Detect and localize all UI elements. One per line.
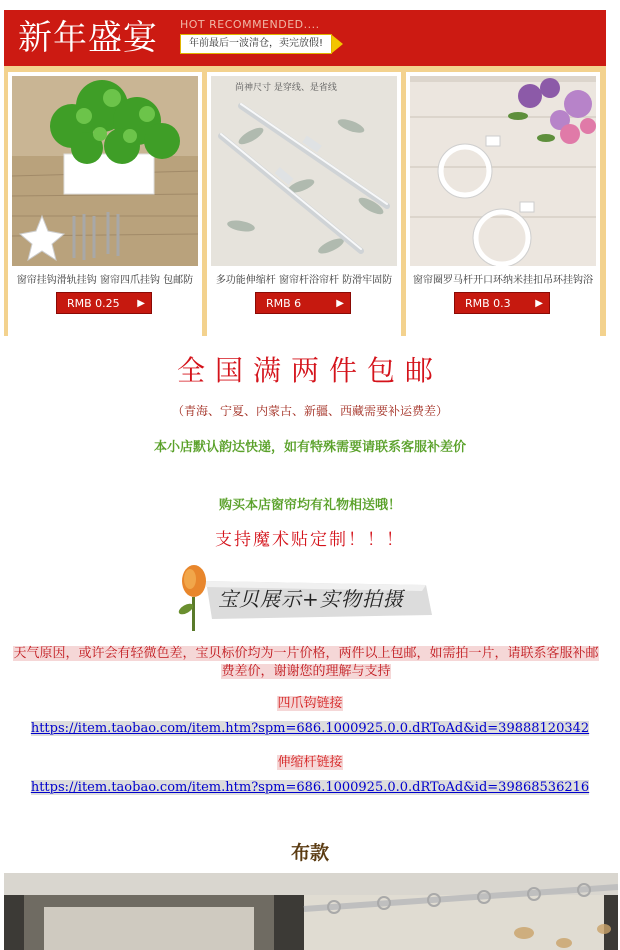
velcro-note: 支持魔术贴定制！！！: [215, 530, 405, 550]
promo-title: 新年盛宴: [18, 18, 158, 58]
hooks-photo: [12, 76, 198, 266]
link-label-rod: 伸缩杆链接: [277, 755, 343, 770]
rings-photo: [410, 76, 596, 266]
price-label: RMB 0.25: [67, 297, 120, 310]
rose-icon: [177, 565, 206, 631]
arrow-right-icon: ▶: [535, 298, 543, 309]
express-note: 本小店默认韵达快递，如有特殊需要请联系客服补差价: [153, 440, 466, 455]
free-shipping-heading: 全国满两件包邮: [176, 354, 443, 387]
hooks-link[interactable]: https://item.taobao.com/item.htm?spm=686.1000925.0.0.dRToAd&id=39888120342: [30, 721, 590, 736]
shipping-regions-note: （青海、宁夏、内蒙古、新疆、西藏需要补运费差）: [171, 404, 448, 418]
curtain-photo: [4, 873, 618, 950]
link-row-hooks: [0, 721, 620, 736]
link-row-rod: [0, 780, 620, 795]
link-label-hooks: 四爪钩链接: [277, 696, 343, 711]
rod-link[interactable]: https://item.taobao.com/item.htm?spm=686.1000925.0.0.dRToAd&id=39868536216: [30, 780, 590, 795]
fabric-section-title: 布款: [290, 842, 329, 864]
showcase-banner-text: 宝贝展示+实物拍摄: [218, 587, 404, 611]
price-button[interactable]: [454, 292, 550, 314]
product-name[interactable]: 窗帘挂钩滑轨挂钩 窗帘四爪挂钩 包邮防: [16, 275, 194, 286]
product-card[interactable]: [207, 72, 401, 340]
color-notice-text: 天气原因，或许会有轻微色差，宝贝标价均为一片价格，两件以上包邮，如需拍一片，请联系客服补邮费差价，谢谢您的理解与支持: [13, 646, 599, 679]
image-caption: 尚神尺寸 是穿线、是省线: [235, 83, 337, 93]
product-name[interactable]: 窗帘圈罗马杆开口环纳米挂扣吊环挂钩浴: [413, 275, 593, 286]
product-name[interactable]: 多功能伸缩杆 窗帘杆浴帘杆 防滑牢固防: [215, 275, 393, 286]
product-image-rings[interactable]: [410, 76, 596, 266]
price-label: RMB 0.3: [465, 297, 511, 310]
product-image-tension-rod[interactable]: [211, 76, 397, 266]
arrow-right-icon: ▶: [336, 298, 344, 309]
gift-note: 购买本店窗帘均有礼物相送哦！: [218, 498, 401, 513]
promo-section: [4, 10, 606, 336]
price-button[interactable]: [56, 292, 152, 314]
promo-header: [4, 10, 606, 66]
arrow-right-icon: ▶: [137, 298, 145, 309]
price-button[interactable]: [255, 292, 351, 314]
color-notice: [8, 645, 604, 681]
promo-english-caption: HOT RECOMMENDED....: [180, 18, 320, 31]
product-card[interactable]: [406, 72, 600, 340]
price-label: RMB 6: [266, 297, 302, 310]
product-card[interactable]: [8, 72, 202, 340]
product-image-hooks[interactable]: [12, 76, 198, 266]
promo-slogan: 年前最后一波清仓，卖完放假!: [180, 34, 332, 54]
rod-photo: [211, 76, 397, 266]
